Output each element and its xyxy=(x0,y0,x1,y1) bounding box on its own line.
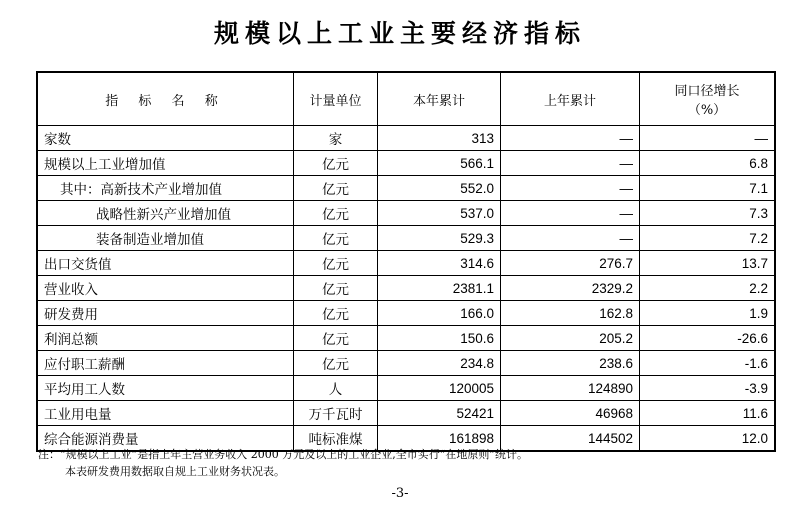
cell-previous-year: — xyxy=(501,126,640,151)
cell-unit: 人 xyxy=(294,376,378,401)
cell-current-year: 313 xyxy=(378,126,501,151)
cell-previous-year: 238.6 xyxy=(501,351,640,376)
cell-previous-year: 2329.2 xyxy=(501,276,640,301)
cell-unit: 亿元 xyxy=(294,326,378,351)
cell-current-year: 2381.1 xyxy=(378,276,501,301)
cell-current-year: 552.0 xyxy=(378,176,501,201)
page-title: 规模以上工业主要经济指标 xyxy=(213,19,586,48)
cell-indicator-name: 应付职工薪酬 xyxy=(37,351,294,376)
cell-current-year: 529.3 xyxy=(378,226,501,251)
cell-unit: 万千瓦时 xyxy=(294,401,378,426)
table-row xyxy=(37,201,775,226)
table-row xyxy=(37,226,775,251)
cell-current-year: 566.1 xyxy=(378,151,501,176)
cell-previous-year: 205.2 xyxy=(501,326,640,351)
footnote-2: 本表研发费用数据取自规上工业财务状况表。 xyxy=(65,465,285,478)
cell-unit: 亿元 xyxy=(294,151,378,176)
header-growth-label: 同口径增长 xyxy=(674,84,740,99)
cell-indicator-name: 平均用工人数 xyxy=(37,376,294,401)
cell-unit: 亿元 xyxy=(294,226,378,251)
cell-current-year: 166.0 xyxy=(378,301,501,326)
cell-indicator-name: 其中：高新技术产业增加值 xyxy=(37,176,294,201)
cell-previous-year: — xyxy=(501,201,640,226)
cell-current-year: 150.6 xyxy=(378,326,501,351)
cell-previous-year: 46968 xyxy=(501,401,640,426)
cell-indicator-name: 工业用电量 xyxy=(37,401,294,426)
cell-growth: 6.8 xyxy=(640,151,776,176)
cell-growth: 2.2 xyxy=(640,276,776,301)
cell-indicator-name: 综合能源消费量 xyxy=(37,426,294,452)
cell-current-year: 234.8 xyxy=(378,351,501,376)
cell-unit: 亿元 xyxy=(294,201,378,226)
cell-unit: 吨标准煤 xyxy=(294,426,378,452)
table-row xyxy=(37,401,775,426)
cell-growth: 13.7 xyxy=(640,251,776,276)
table-row xyxy=(37,301,775,326)
table-header-row xyxy=(37,72,775,126)
page-number: -3- xyxy=(391,486,409,501)
cell-unit: 亿元 xyxy=(294,176,378,201)
table-row xyxy=(37,251,775,276)
table-row xyxy=(37,276,775,301)
cell-previous-year: 162.8 xyxy=(501,301,640,326)
cell-unit: 家 xyxy=(294,126,378,151)
cell-growth: 7.1 xyxy=(640,176,776,201)
cell-previous-year: 144502 xyxy=(501,426,640,452)
cell-growth: 7.2 xyxy=(640,226,776,251)
cell-growth: 11.6 xyxy=(640,401,776,426)
cell-indicator-name: 装备制造业增加值 xyxy=(37,226,294,251)
cell-indicator-name: 战略性新兴产业增加值 xyxy=(37,201,294,226)
cell-indicator-name: 营业收入 xyxy=(37,276,294,301)
table-row xyxy=(37,126,775,151)
header-growth-unit: （%） xyxy=(687,103,727,118)
cell-unit: 亿元 xyxy=(294,351,378,376)
cell-growth: -3.9 xyxy=(640,376,776,401)
cell-indicator-name: 利润总额 xyxy=(37,326,294,351)
cell-current-year: 161898 xyxy=(378,426,501,452)
table-row xyxy=(37,351,775,376)
cell-unit: 亿元 xyxy=(294,301,378,326)
indicators-table xyxy=(36,71,776,452)
header-growth xyxy=(640,72,776,126)
header-indicator-name: 指 标 名 称 xyxy=(37,72,294,126)
cell-growth: 7.3 xyxy=(640,201,776,226)
cell-unit: 亿元 xyxy=(294,276,378,301)
cell-previous-year: 124890 xyxy=(501,376,640,401)
cell-previous-year: — xyxy=(501,176,640,201)
cell-indicator-name: 家数 xyxy=(37,126,294,151)
cell-growth: 1.9 xyxy=(640,301,776,326)
header-current-year: 本年累计 xyxy=(378,72,501,126)
cell-indicator-name: 规模以上工业增加值 xyxy=(37,151,294,176)
table-row xyxy=(37,326,775,351)
table-row xyxy=(37,176,775,201)
cell-current-year: 314.6 xyxy=(378,251,501,276)
cell-previous-year: — xyxy=(501,151,640,176)
header-previous-year: 上年累计 xyxy=(501,72,640,126)
cell-growth: 12.0 xyxy=(640,426,776,452)
footnotes xyxy=(38,446,528,480)
cell-growth: — xyxy=(640,126,776,151)
cell-current-year: 537.0 xyxy=(378,201,501,226)
header-unit: 计量单位 xyxy=(294,72,378,126)
cell-growth: -26.6 xyxy=(640,326,776,351)
cell-growth: -1.6 xyxy=(640,351,776,376)
cell-unit: 亿元 xyxy=(294,251,378,276)
cell-current-year: 120005 xyxy=(378,376,501,401)
cell-indicator-name: 出口交货值 xyxy=(37,251,294,276)
table-row xyxy=(37,376,775,401)
cell-previous-year: — xyxy=(501,226,640,251)
cell-indicator-name: 研发费用 xyxy=(37,301,294,326)
footnote-1: 注：“规模以上工业”是指上年主营业务收入 2000 万元及以上的工业企业,全市实行“在地原则”统计。 xyxy=(38,448,528,461)
cell-current-year: 52421 xyxy=(378,401,501,426)
table-row xyxy=(37,151,775,176)
cell-previous-year: 276.7 xyxy=(501,251,640,276)
